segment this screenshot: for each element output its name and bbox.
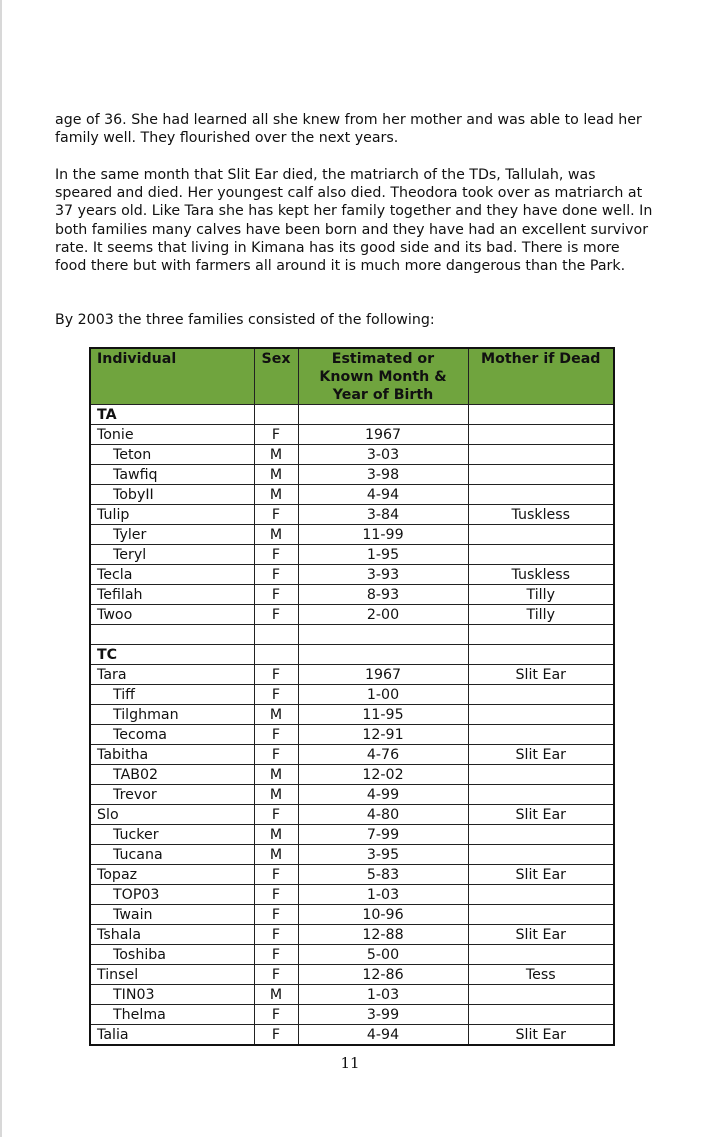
mother-cell (468, 625, 614, 645)
table-row (90, 705, 614, 725)
sex-cell: F (254, 945, 298, 965)
birth-cell: 3-98 (298, 465, 468, 485)
sex-cell: F (254, 865, 298, 885)
sex-cell: F (254, 565, 298, 585)
birth-cell: 12-02 (298, 765, 468, 785)
mother-cell (468, 525, 614, 545)
mother-cell: Slit Ear (468, 745, 614, 765)
paragraph-3: By 2003 the three families consisted of the following: (55, 312, 435, 328)
table-row (90, 545, 614, 565)
header-sex: Sex (254, 348, 298, 405)
table-row (90, 625, 614, 645)
table-row (90, 565, 614, 585)
sex-cell: M (254, 445, 298, 465)
individual-cell: Tefilah (90, 585, 254, 605)
table-row (90, 865, 614, 885)
mother-cell: Tess (468, 965, 614, 985)
birth-cell: 4-76 (298, 745, 468, 765)
birth-cell: 10-96 (298, 905, 468, 925)
mother-cell (468, 945, 614, 965)
individual-cell: Tabitha (90, 745, 254, 765)
sex-cell: F (254, 585, 298, 605)
sex-cell (254, 625, 298, 645)
individual-cell (90, 625, 254, 645)
individual-cell: Topaz (90, 865, 254, 885)
birth-cell: 4-94 (298, 1025, 468, 1046)
birth-cell: 1-03 (298, 885, 468, 905)
individual-cell: TC (90, 645, 254, 665)
individual-cell: Tyler (90, 525, 254, 545)
sex-cell: F (254, 1025, 298, 1046)
page-edge (0, 0, 2, 1137)
family-table (89, 347, 615, 1046)
table-row (90, 725, 614, 745)
individual-cell: Talia (90, 1025, 254, 1046)
sex-cell: M (254, 525, 298, 545)
individual-cell: Slo (90, 805, 254, 825)
birth-cell: 11-95 (298, 705, 468, 725)
mother-cell (468, 725, 614, 745)
individual-cell: Tshala (90, 925, 254, 945)
sex-cell: F (254, 605, 298, 625)
mother-cell (468, 405, 614, 425)
birth-cell: 3-99 (298, 1005, 468, 1025)
birth-cell: 7-99 (298, 825, 468, 845)
mother-cell: Slit Ear (468, 865, 614, 885)
mother-cell (468, 905, 614, 925)
mother-cell: Slit Ear (468, 1025, 614, 1046)
table-header-row (90, 348, 614, 405)
individual-cell: Toshiba (90, 945, 254, 965)
birth-cell: 4-99 (298, 785, 468, 805)
individual-cell: Teton (90, 445, 254, 465)
sex-cell: M (254, 785, 298, 805)
table-row (90, 505, 614, 525)
individual-cell: Tecoma (90, 725, 254, 745)
table-row (90, 425, 614, 445)
mother-cell: Tilly (468, 605, 614, 625)
individual-cell: TAB02 (90, 765, 254, 785)
individual-cell: Tucana (90, 845, 254, 865)
table-row (90, 1025, 614, 1046)
birth-cell: 4-94 (298, 485, 468, 505)
paragraph-1: age of 36. She had learned all she knew from her mother and was able to lead her family well. They flourished over the next years. (55, 112, 642, 147)
birth-cell: 3-03 (298, 445, 468, 465)
sex-cell: F (254, 885, 298, 905)
sex-cell: F (254, 665, 298, 685)
individual-cell: Twoo (90, 605, 254, 625)
birth-cell: 4-80 (298, 805, 468, 825)
table-row (90, 905, 614, 925)
individual-cell: Tiff (90, 685, 254, 705)
birth-cell: 12-88 (298, 925, 468, 945)
mother-cell (468, 425, 614, 445)
birth-cell: 1-95 (298, 545, 468, 565)
table-row (90, 785, 614, 805)
sex-cell: F (254, 965, 298, 985)
birth-cell: 5-00 (298, 945, 468, 965)
individual-cell: Twain (90, 905, 254, 925)
individual-cell: Tulip (90, 505, 254, 525)
sex-cell: F (254, 725, 298, 745)
table-row (90, 465, 614, 485)
mother-cell (468, 545, 614, 565)
table-row (90, 985, 614, 1005)
table-row (90, 825, 614, 845)
mother-cell (468, 765, 614, 785)
birth-cell: 5-83 (298, 865, 468, 885)
birth-cell: 8-93 (298, 585, 468, 605)
birth-cell: 1-00 (298, 685, 468, 705)
mother-cell: Slit Ear (468, 805, 614, 825)
individual-cell: Trevor (90, 785, 254, 805)
sex-cell: F (254, 1005, 298, 1025)
birth-cell (298, 645, 468, 665)
header-mother: Mother if Dead (468, 348, 614, 405)
table-row (90, 485, 614, 505)
table-row (90, 805, 614, 825)
table-row (90, 845, 614, 865)
sex-cell: F (254, 685, 298, 705)
birth-cell: 3-93 (298, 565, 468, 585)
group-header-row (90, 405, 614, 425)
sex-cell: M (254, 485, 298, 505)
birth-cell: 12-91 (298, 725, 468, 745)
group-header-row (90, 645, 614, 665)
sex-cell: F (254, 505, 298, 525)
table-row (90, 525, 614, 545)
sex-cell (254, 405, 298, 425)
sex-cell: M (254, 825, 298, 845)
table-row (90, 765, 614, 785)
individual-cell: Tinsel (90, 965, 254, 985)
individual-cell: Tilghman (90, 705, 254, 725)
sex-cell: F (254, 745, 298, 765)
mother-cell (468, 845, 614, 865)
mother-cell (468, 885, 614, 905)
sex-cell: F (254, 905, 298, 925)
mother-cell (468, 705, 614, 725)
mother-cell: Tuskless (468, 505, 614, 525)
mother-cell (468, 465, 614, 485)
sex-cell: F (254, 425, 298, 445)
table-row (90, 1005, 614, 1025)
table-row (90, 885, 614, 905)
sex-cell: M (254, 985, 298, 1005)
header-birth: Estimated or Known Month & Year of Birth (298, 348, 468, 405)
sex-cell: F (254, 925, 298, 945)
birth-cell: 1967 (298, 425, 468, 445)
table-row (90, 945, 614, 965)
birth-cell: 3-95 (298, 845, 468, 865)
individual-cell: TobyII (90, 485, 254, 505)
individual-cell: Tucker (90, 825, 254, 845)
birth-cell: 11-99 (298, 525, 468, 545)
individual-cell: Tara (90, 665, 254, 685)
table-row (90, 685, 614, 705)
mother-cell (468, 985, 614, 1005)
mother-cell (468, 645, 614, 665)
sex-cell: F (254, 805, 298, 825)
mother-cell (468, 685, 614, 705)
sex-cell: M (254, 465, 298, 485)
paragraph-2: In the same month that Slit Ear died, the matriarch of the TDs, Tallulah, was speared and died. Her youngest calf also died. Theodora took over as matriarch at 37 years old. Like Tara she has kept her family together and they have done well. In both families many calves have been born and they have had an excellent survivor rate. It seems that living in Kimana has its good side and its bad. There is more food there but with farmers all around it is much more dangerous than the Park. (55, 167, 653, 275)
birth-cell: 3-84 (298, 505, 468, 525)
mother-cell (468, 825, 614, 845)
individual-cell: Teryl (90, 545, 254, 565)
sex-cell: M (254, 705, 298, 725)
individual-cell: Tecla (90, 565, 254, 585)
table-row (90, 445, 614, 465)
individual-cell: TIN03 (90, 985, 254, 1005)
table-row (90, 925, 614, 945)
table-row (90, 745, 614, 765)
mother-cell (468, 445, 614, 465)
mother-cell: Tuskless (468, 565, 614, 585)
table-body (90, 405, 614, 1046)
header-individual: Individual (90, 348, 254, 405)
individual-cell: TOP03 (90, 885, 254, 905)
mother-cell (468, 785, 614, 805)
birth-cell (298, 625, 468, 645)
birth-cell: 12-86 (298, 965, 468, 985)
table-row (90, 585, 614, 605)
individual-cell: Tonie (90, 425, 254, 445)
page-number: 11 (340, 1054, 360, 1072)
individual-cell: Thelma (90, 1005, 254, 1025)
birth-cell: 1967 (298, 665, 468, 685)
table-row (90, 665, 614, 685)
mother-cell: Tilly (468, 585, 614, 605)
birth-cell (298, 405, 468, 425)
sex-cell (254, 645, 298, 665)
mother-cell: Slit Ear (468, 665, 614, 685)
sex-cell: F (254, 545, 298, 565)
mother-cell: Slit Ear (468, 925, 614, 945)
mother-cell (468, 1005, 614, 1025)
individual-cell: TA (90, 405, 254, 425)
table-row (90, 605, 614, 625)
mother-cell (468, 485, 614, 505)
table-row (90, 965, 614, 985)
sex-cell: M (254, 845, 298, 865)
individual-cell: Tawfiq (90, 465, 254, 485)
birth-cell: 1-03 (298, 985, 468, 1005)
birth-cell: 2-00 (298, 605, 468, 625)
sex-cell: M (254, 765, 298, 785)
